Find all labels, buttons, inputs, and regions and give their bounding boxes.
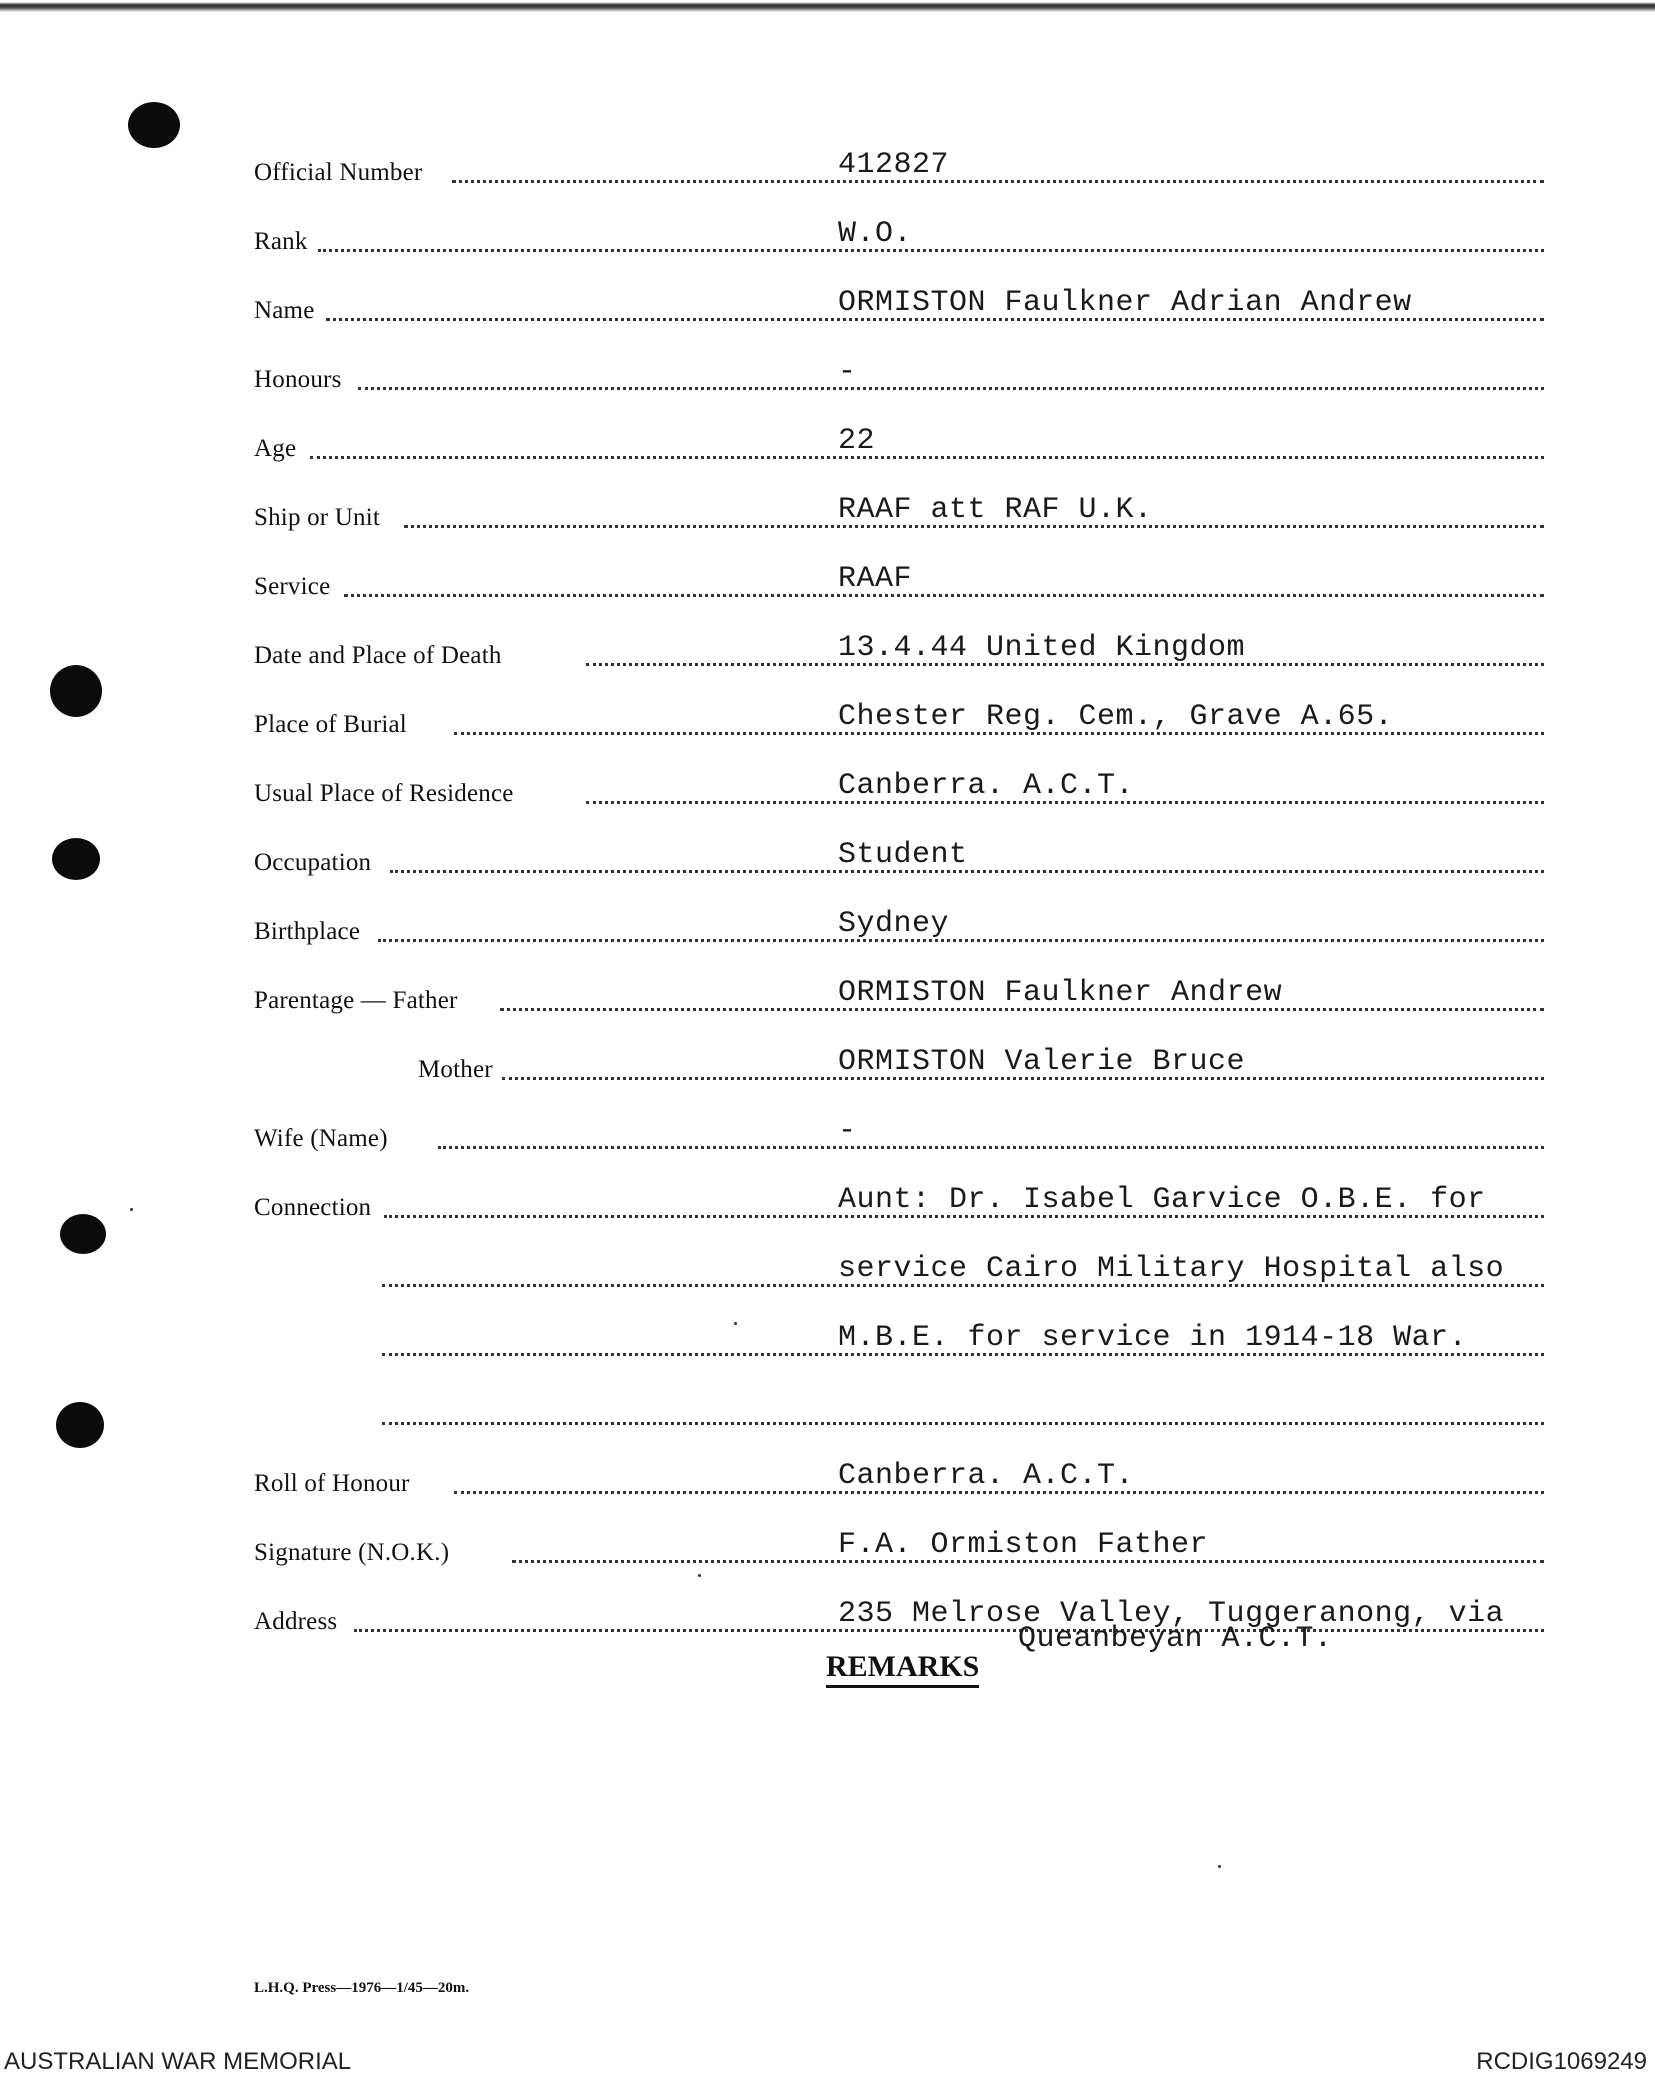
field-value: 235 Melrose Valley, Tuggeranong, via xyxy=(838,1597,1505,1631)
field-label: Date and Place of Death xyxy=(254,642,502,669)
field-label: Connection xyxy=(254,1194,372,1221)
dotted-leader xyxy=(310,456,1544,459)
field-value: RAAF att RAF U.K. xyxy=(838,493,1153,527)
field-place-of-burial xyxy=(254,697,1544,745)
dotted-leader xyxy=(452,180,1544,183)
field-connection-continued xyxy=(254,1318,1544,1366)
field-value: 13.4.44 United Kingdom xyxy=(838,631,1246,665)
field-signature xyxy=(254,1525,1544,1573)
field-value: F.A. Ormiston Father xyxy=(838,1528,1209,1562)
punch-hole xyxy=(60,1214,106,1254)
field-label: Place of Burial xyxy=(254,711,407,738)
field-connection-continued xyxy=(254,1387,1544,1435)
field-usual-residence xyxy=(254,766,1544,814)
field-birthplace xyxy=(254,904,1544,952)
punch-hole xyxy=(128,102,180,148)
field-honours xyxy=(254,352,1544,400)
field-value: Canberra. A.C.T. xyxy=(838,769,1135,803)
dotted-leader xyxy=(438,1146,1544,1149)
field-label: Age xyxy=(254,435,297,462)
field-label: Name xyxy=(254,297,315,324)
footer-right-text: RCDIG1069249 xyxy=(1476,2048,1647,2075)
field-service xyxy=(254,559,1544,607)
punch-hole xyxy=(52,838,100,880)
field-value: service Cairo Military Hospital also xyxy=(838,1252,1505,1286)
field-official-number xyxy=(254,145,1544,193)
field-value: - xyxy=(838,1114,857,1148)
field-age xyxy=(254,421,1544,469)
field-value: RAAF xyxy=(838,562,913,596)
field-date-place-death xyxy=(254,628,1544,676)
field-value: ORMISTON Faulkner Adrian Andrew xyxy=(838,286,1412,320)
field-label: Signature (N.O.K.) xyxy=(254,1539,450,1566)
field-value: ORMISTON Faulkner Andrew xyxy=(838,976,1283,1010)
field-value: Canberra. A.C.T. xyxy=(838,1459,1135,1493)
field-roll-of-honour xyxy=(254,1456,1544,1504)
field-value: W.O. xyxy=(838,217,913,251)
field-rank xyxy=(254,214,1544,262)
field-label: Rank xyxy=(254,228,308,255)
field-mother xyxy=(418,1042,1544,1090)
remarks-heading: REMARKS xyxy=(826,1650,979,1688)
field-value: 22 xyxy=(838,424,876,458)
field-label: Birthplace xyxy=(254,918,361,945)
field-occupation xyxy=(254,835,1544,883)
punch-hole xyxy=(50,665,102,717)
field-label: Service xyxy=(254,573,331,600)
press-note: L.H.Q. Press—1976—1/45—20m. xyxy=(254,1980,470,1996)
dotted-leader xyxy=(358,387,1544,390)
field-connection xyxy=(254,1180,1544,1228)
field-address xyxy=(254,1594,1544,1642)
dotted-leader xyxy=(378,939,1544,942)
field-label: Mother xyxy=(418,1056,493,1083)
field-value: Aunt: Dr. Isabel Garvice O.B.E. for xyxy=(838,1183,1486,1217)
punch-hole xyxy=(56,1402,104,1448)
field-value: ORMISTON Valerie Bruce xyxy=(838,1045,1246,1079)
field-label: Ship or Unit xyxy=(254,504,381,531)
field-label: Wife (Name) xyxy=(254,1125,388,1152)
field-label: Usual Place of Residence xyxy=(254,780,514,807)
field-label: Parentage — Father xyxy=(254,987,458,1014)
field-ship-or-unit xyxy=(254,490,1544,538)
field-value: Chester Reg. Cem., Grave A.65. xyxy=(838,700,1394,734)
field-label: Official Number xyxy=(254,159,423,186)
field-label: Address xyxy=(254,1608,338,1635)
scan-speck xyxy=(1218,1865,1221,1868)
footer-left-text: AUSTRALIAN WAR MEMORIAL xyxy=(4,2048,352,2075)
field-name xyxy=(254,283,1544,331)
field-father xyxy=(254,973,1544,1021)
dotted-leader xyxy=(318,249,1544,252)
dotted-leader xyxy=(344,594,1544,597)
field-label: Honours xyxy=(254,366,342,393)
field-connection-continued xyxy=(254,1249,1544,1297)
field-value: - xyxy=(838,355,857,389)
field-label: Roll of Honour xyxy=(254,1470,410,1497)
scan-top-edge xyxy=(0,2,1655,12)
field-value: Student xyxy=(838,838,968,872)
field-value: 412827 xyxy=(838,148,950,182)
field-address-line2: Queanbeyan A.C.T. xyxy=(1018,1622,1333,1656)
field-label: Occupation xyxy=(254,849,372,876)
scan-speck xyxy=(130,1208,133,1211)
field-value: M.B.E. for service in 1914-18 War. xyxy=(838,1321,1468,1355)
field-value: Sydney xyxy=(838,907,950,941)
scan-speck xyxy=(698,1574,701,1577)
field-wife xyxy=(254,1111,1544,1159)
dotted-leader xyxy=(382,1422,1544,1425)
